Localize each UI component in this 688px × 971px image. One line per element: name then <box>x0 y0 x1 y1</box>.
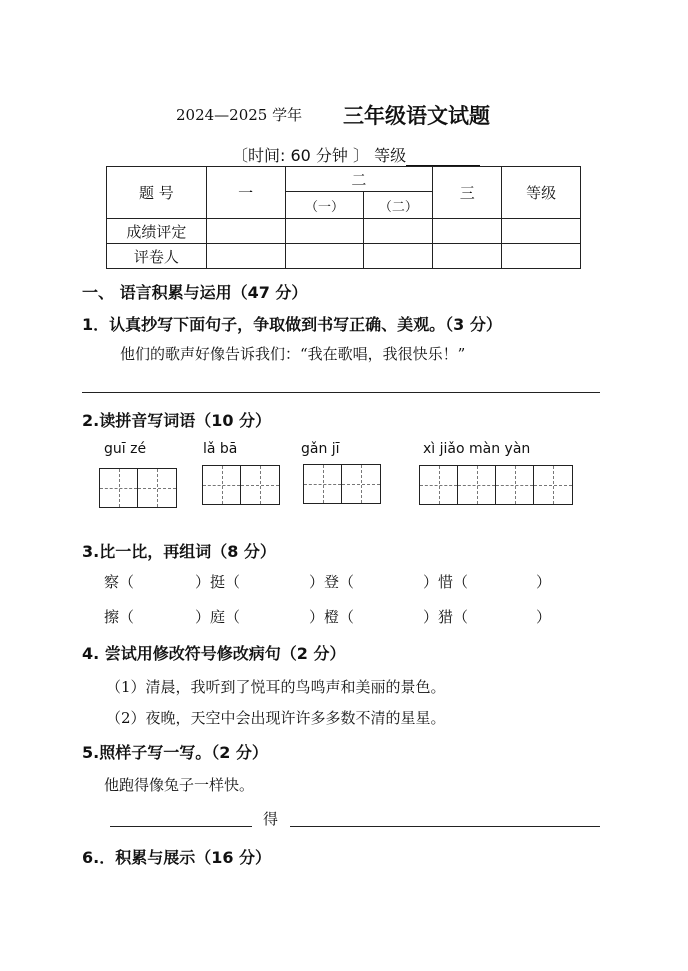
score-cell[interactable] <box>206 219 285 244</box>
writing-grid-1[interactable] <box>99 468 177 508</box>
writing-grid-4[interactable] <box>419 465 573 505</box>
grader-cell[interactable] <box>433 244 502 269</box>
exam-year: 2024—2025 学年 <box>176 106 303 124</box>
header-grade: 等级 <box>502 167 581 219</box>
example-sentence: 他跑得像兔子一样快。 <box>104 776 255 794</box>
row-score-label: 成绩评定 <box>107 219 207 244</box>
writing-cell[interactable] <box>138 469 176 507</box>
writing-grid-2[interactable] <box>202 465 280 505</box>
header-part-three: 三 <box>433 167 502 219</box>
question-5-heading: 5.照样子写一写。（2 分） <box>82 743 268 762</box>
writing-cell[interactable] <box>458 466 496 504</box>
header-part-two-a: （一） <box>285 192 364 219</box>
writing-cell[interactable] <box>342 465 380 503</box>
question-1-sentence: 他们的歌声好像告诉我们：“我在歌唱，我很快乐！” <box>120 345 466 363</box>
header-part-two: 二 <box>285 167 433 192</box>
writing-cell[interactable] <box>420 466 458 504</box>
exam-title: 三年级语文试题 <box>343 104 490 128</box>
row-grader-label: 评卷人 <box>107 244 207 269</box>
compare-word-row2-3: ）橙（ <box>309 608 355 626</box>
pinyin-1: guī zé <box>104 441 147 457</box>
compare-word-row1-end: ） <box>536 573 552 591</box>
score-cell[interactable] <box>364 219 433 244</box>
compare-word-row2-2: ）庭（ <box>195 608 241 626</box>
score-table <box>106 166 581 269</box>
answer-line-left[interactable] <box>110 826 252 827</box>
question-3-heading: 3.比一比，再组词（8 分） <box>82 542 276 561</box>
grader-cell[interactable] <box>502 244 581 269</box>
de-character: 得 <box>263 810 279 828</box>
pinyin-3: gǎn jī <box>301 441 340 457</box>
writing-grid-3[interactable] <box>303 464 381 504</box>
header-part-two-b: （二） <box>364 192 433 219</box>
question-1-heading: 1．认真抄写下面句子，争取做到书写正确、美观。（3 分） <box>82 315 502 334</box>
writing-cell[interactable] <box>304 465 342 503</box>
sentence-1: （1）清晨，我听到了悦耳的鸟鸣声和美丽的景色。 <box>106 678 446 696</box>
pinyin-4: xì jiǎo màn yàn <box>423 441 531 457</box>
copy-answer-line[interactable] <box>82 392 600 393</box>
writing-cell[interactable] <box>534 466 572 504</box>
time-label: 〔时间: 60 分钟 〕 等级 <box>232 146 407 165</box>
compare-word-row1-3: ）登（ <box>309 573 355 591</box>
writing-cell[interactable] <box>496 466 534 504</box>
compare-word-row1-1: 察（ <box>104 573 135 591</box>
sentence-2: （2）夜晚，天空中会出现许许多多数不清的星星。 <box>106 709 446 727</box>
time-grade-line <box>232 143 480 166</box>
score-cell[interactable] <box>285 219 364 244</box>
compare-word-row2-end: ） <box>536 608 552 626</box>
score-cell[interactable] <box>433 219 502 244</box>
writing-cell[interactable] <box>100 469 138 507</box>
question-2-heading: 2.读拼音写词语（10 分） <box>82 411 272 430</box>
writing-cell[interactable] <box>241 466 279 504</box>
question-6-heading: 6.．积累与展示（16 分） <box>82 848 272 867</box>
grader-cell[interactable] <box>206 244 285 269</box>
compare-word-row1-2: ）挺（ <box>195 573 241 591</box>
score-cell[interactable] <box>502 219 581 244</box>
grader-cell[interactable] <box>364 244 433 269</box>
question-4-heading: 4. 尝试用修改符号修改病句（2 分） <box>82 644 346 663</box>
compare-word-row1-4: ）惜（ <box>423 573 469 591</box>
header-question-number: 题 号 <box>107 167 207 219</box>
grader-cell[interactable] <box>285 244 364 269</box>
header-part-one: 一 <box>206 167 285 219</box>
part-one-heading: 一、 语言积累与运用（47 分） <box>82 283 308 302</box>
answer-line-right[interactable] <box>290 826 600 827</box>
compare-word-row2-1: 擦（ <box>104 608 135 626</box>
grade-blank[interactable] <box>406 149 480 166</box>
pinyin-2: lǎ bā <box>203 441 238 457</box>
writing-cell[interactable] <box>203 466 241 504</box>
compare-word-row2-4: ）猎（ <box>423 608 469 626</box>
